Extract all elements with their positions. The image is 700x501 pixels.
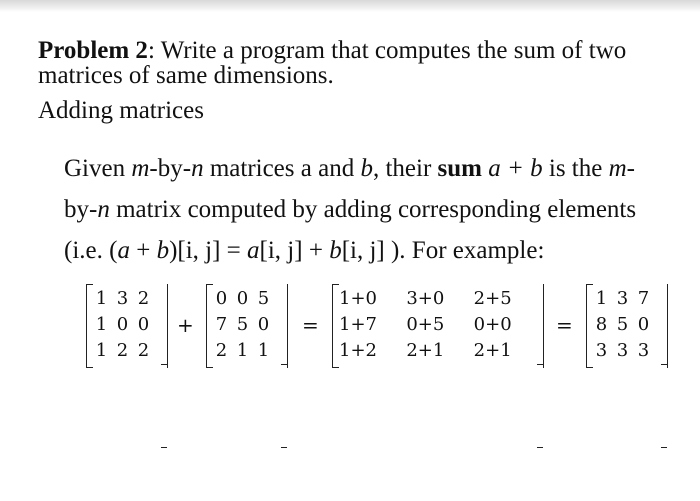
matrix-cell: 0 [637, 314, 650, 335]
matrix-cell: 0+0 [473, 314, 512, 335]
plus: + [129, 237, 157, 264]
index-2: [i, j] + [259, 237, 330, 264]
matrix-cell: 1+2 [339, 340, 377, 361]
problem-label: Problem 2 [38, 37, 148, 64]
top-bar [0, 0, 700, 12]
matrix-result [586, 284, 668, 368]
var-a-2: a [247, 237, 260, 264]
matrix-row [91, 286, 154, 312]
var-a: a [117, 237, 130, 264]
matrix-cell: 1 [95, 314, 108, 335]
word-by-2: by- [64, 196, 98, 223]
matrix-row [337, 286, 539, 312]
matrix-cell: 7 [215, 314, 228, 335]
var-b-2: b [156, 237, 170, 264]
matrix-cell: 2 [137, 340, 150, 361]
matrix-b [206, 284, 288, 368]
matrix-cell: 3 [595, 340, 608, 361]
matrix-equation [86, 284, 676, 368]
matrix-cell: 0+5 [406, 314, 445, 335]
matrix-cell: 1 [95, 288, 108, 309]
matrix-table [211, 286, 274, 364]
var-m-2: m [608, 155, 627, 182]
matrix-table [91, 286, 154, 364]
matrix-cell: 1+7 [339, 314, 377, 335]
matrix-cell: 2+1 [473, 340, 512, 361]
matrix-sum-expression [332, 284, 544, 368]
expr-a-plus-b: a + b [488, 155, 543, 182]
matrix-cell: 2 [137, 288, 150, 309]
index-1: )[i, j] = [169, 237, 248, 264]
word-sum: sum [437, 155, 482, 182]
matrix-cell: 3 [116, 288, 129, 309]
var-n-2: n [97, 196, 110, 223]
matrix-row [591, 338, 654, 364]
matrix-cell: 5 [257, 288, 270, 309]
matrix-cell: 1 [236, 340, 249, 361]
text-rest: matrix computed by adding corresponding elements [116, 196, 637, 223]
matrix-row [591, 312, 654, 338]
text-ie: (i.e. ( [64, 237, 118, 264]
matrix-a [86, 284, 168, 368]
matrix-cell: 0 [236, 288, 249, 309]
matrix-cell: 0 [215, 288, 228, 309]
matrix-cell: 2+1 [406, 340, 445, 361]
matrix-cell: 3+0 [406, 288, 445, 309]
definition-paragraph [64, 148, 664, 271]
matrix-cell: 3 [616, 288, 629, 309]
plus-sign: + [177, 313, 194, 337]
problem-text: Write a program that computes the sum of two matrices of same dimensions. [38, 37, 627, 89]
matrix-row [591, 286, 654, 312]
hyphen: - [626, 155, 635, 182]
matrix-row [211, 286, 274, 312]
matrix-cell: 2+5 [473, 288, 512, 309]
matrix-table [337, 286, 539, 364]
word-matrices: matrices a and [209, 155, 355, 182]
matrix-cell: 0 [116, 314, 129, 335]
word-is-the: is the [548, 155, 603, 182]
matrix-cell: 3 [616, 340, 629, 361]
matrix-cell: 7 [637, 288, 650, 309]
matrix-cell: 5 [616, 314, 629, 335]
matrix-row [337, 338, 539, 364]
var-b-3: b [329, 237, 342, 264]
matrix-cell: 0 [137, 314, 150, 335]
var-m: m [131, 155, 150, 182]
word-given: Given [64, 155, 126, 182]
matrix-cell: 2 [215, 340, 228, 361]
matrix-cell: 5 [236, 314, 249, 335]
matrix-cell: 1 [595, 288, 608, 309]
matrix-row [211, 338, 274, 364]
matrix-row [211, 312, 274, 338]
matrix-row [91, 338, 154, 364]
matrix-cell: 0 [257, 314, 270, 335]
matrix-row [337, 312, 539, 338]
matrix-cell: 3 [637, 340, 650, 361]
word-by: -by- [149, 155, 192, 182]
equals-sign-2: = [556, 313, 573, 337]
word-their: , their [372, 155, 432, 182]
matrix-cell: 8 [595, 314, 608, 335]
matrix-cell: 1+0 [339, 288, 377, 309]
matrix-table [591, 286, 654, 364]
var-b: b [360, 155, 373, 182]
matrix-cell: 1 [95, 340, 108, 361]
problem-statement [38, 38, 678, 88]
matrix-cell: 1 [257, 340, 270, 361]
matrix-row [91, 312, 154, 338]
index-3: [i, j] ). For example: [341, 237, 545, 264]
equals-sign-1: = [302, 313, 319, 337]
var-n: n [191, 155, 204, 182]
section-heading: Adding matrices [38, 97, 204, 124]
problem-colon: : [147, 37, 155, 64]
matrix-cell: 2 [116, 340, 129, 361]
